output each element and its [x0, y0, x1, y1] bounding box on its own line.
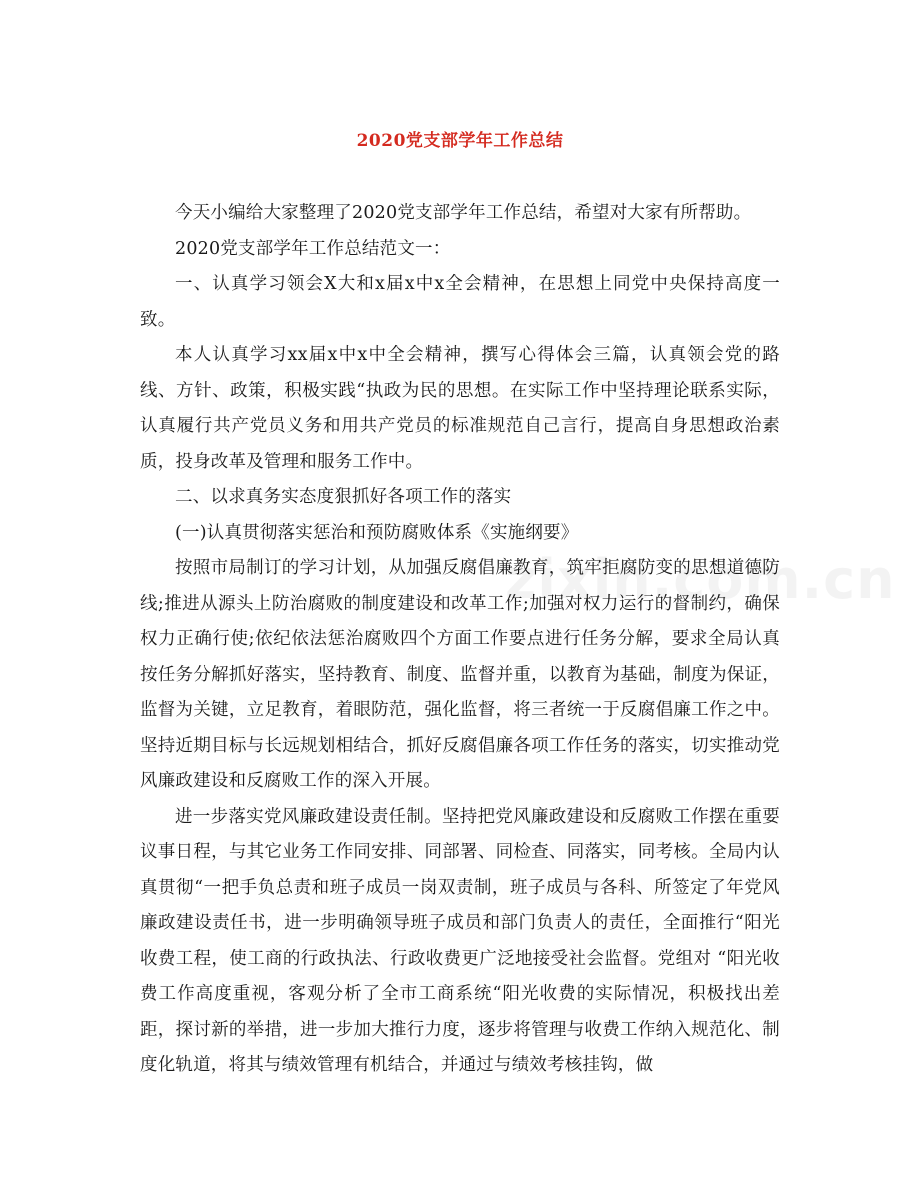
paragraph-section-one-heading: 一、认真学习领会X大和x届x中x全会精神，在思想上同党中央保持高度一致。	[140, 274, 780, 330]
paragraph-sample-heading: 2020党支部学年工作总结范文一：	[175, 238, 451, 259]
document-title: 2020党支部学年工作总结	[356, 131, 564, 151]
paragraph-section-two-heading: 二、以求真务实态度狠抓好各项工作的落实	[175, 487, 512, 507]
paragraph-section-one-body: 本人认真学习xx届x中x中全会精神，撰写心得体会三篇，认真领会党的路线、方针、政策，积极实践“执政为民的思想。在实际工作中坚持理论联系实际，认真履行共产党员义务和用共产党员的标准规范自己言行，提高自身思想政治素质，投身改革及管理和服务工作中。	[140, 345, 780, 472]
document-body	[140, 196, 780, 1084]
paragraph-intro: 今天小编给大家整理了2020党支部学年工作总结，希望对大家有所帮助。	[175, 203, 752, 223]
paragraph-anti-corruption-plan: 按照市局制订的学习计划，从加强反腐倡廉教育，筑牢拒腐防变的思想道德防线;推进从源头上防治腐败的制度建设和改革工作;加强对权力运行的督制约，确保权力正确行使;依纪依法惩治腐败四个方面工作要点进行任务分解，要求全局认真按任务分解抓好落实，坚持教育、制度、监督并重，以教育为基础，制度为保证，监督为关键，立足教育，着眼防范，强化监督，将三者统一于反腐倡廉工作之中。坚持近期目标与长远规划相结合，抓好反腐倡廉各项工作任务的落实，切实推动党风廉政建设和反腐败工作的深入开展。	[140, 558, 780, 791]
paragraph-responsibility-system: 进一步落实党风廉政建设责任制。坚持把党风廉政建设和反腐败工作摆在重要议事日程，与其它业务工作同安排、同部署、同检查、同落实，同考核。全局内认真贯彻“一把手负总责和班子成员一岗双责制，班子成员与各科、所签定了年党风廉政建设责任书，进一步明确领导班子成员和部门负责人的责任，全面推行“阳光收费工程，使工商的行政执法、行政收费更广泛地接受社会监督。党组对 “阳光收费工作高度重视，客观分析了全市工商系统“阳光收费的实际情况，积极找出差距，探讨新的举措，进一步加大推行力度，逐步将管理与收费工作纳入规范化、制度化轨道，将其与绩效管理有机结合，并通过与绩效考核挂钩，做	[140, 806, 780, 1075]
paragraph-subsection-heading: (一)认真贯彻落实惩治和预防腐败体系《实施纲要》	[175, 522, 579, 543]
